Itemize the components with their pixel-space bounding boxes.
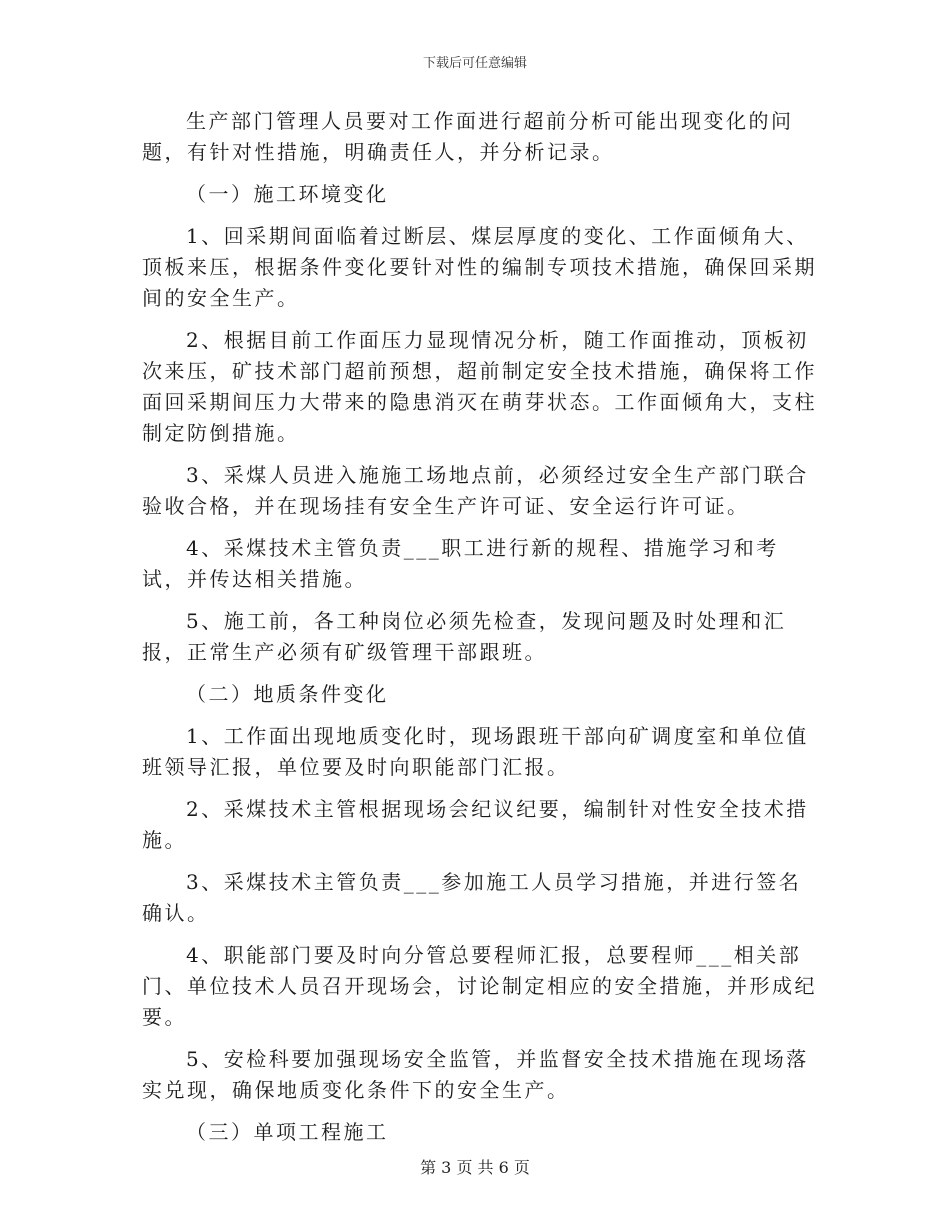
list-item: 3、采煤人员进入施施工场地点前，必须经过安全生产部门联合验收合格，并在现场挂有安全生产许可证、安全运行许可证。: [142, 463, 809, 518]
section-heading-1: （一）施工环境变化: [186, 182, 389, 206]
list-item: 2、采煤技术主管根据现场会纪议纪要，编制针对性安全技术措施。: [142, 797, 809, 852]
list-item: 5、安检科要加强现场安全监管，并监督安全技术措施在现场落实兑现，确保地质变化条件下的安全生产。: [142, 1047, 809, 1102]
list-item: 1、回采期间面临着过断层、煤层厚度的变化、工作面倾角大、顶板来压，根据条件变化要针对性的编制专项技术措施，确保回采期间的安全生产。: [142, 224, 817, 310]
page-number-footer: 第 3 页 共 6 页: [420, 1158, 530, 1177]
list-item: 2、根据目前工作面压力显现情况分析，随工作面推动，顶板初次来压，矿技术部门超前预想，超前制定安全技术措施，确保将工作面回采期间压力大带来的隐患消灭在萌芽状态。工作面倾角大，支柱制定防倒措施。: [142, 328, 817, 445]
list-item: 3、采煤技术主管负责___参加施工人员学习措施，并进行签名确认。: [142, 870, 802, 925]
list-item: 4、采煤技术主管负责___职工进行新的规程、措施学习和考试，并传达相关措施。: [142, 536, 779, 591]
header-note: 下载后可任意编辑: [422, 56, 527, 71]
list-item: 1、工作面出现地质变化时，现场跟班干部向矿调度室和单位值班领导汇报，单位要及时向职能部门汇报。: [142, 724, 809, 779]
section-heading-3: （三）单项工程施工: [186, 1120, 389, 1144]
document-body: [142, 106, 822, 1159]
intro-paragraph: 生产部门管理人员要对工作面进行超前分析可能出现变化的问题，有针对性措施，明确责任人，并分析记录。: [142, 109, 794, 164]
list-item: 5、施工前，各工种岗位必须先检查，发现问题及时处理和汇报，正常生产必须有矿级管理干部跟班。: [142, 609, 787, 664]
section-heading-2: （二）地质条件变化: [186, 682, 389, 706]
list-item: 4、职能部门要及时向分管总要程师汇报，总要程师___相关部门、单位技术人员召开现场会，讨论制定相应的安全措施，并形成纪要。: [142, 943, 817, 1029]
